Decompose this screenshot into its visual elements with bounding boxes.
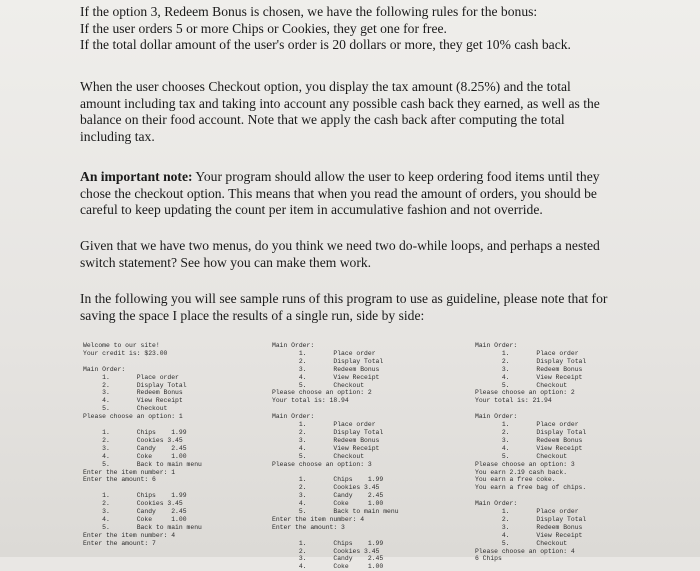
console-line: 5. Checkout (475, 539, 568, 547)
console-line: 5. Back to main menu (83, 460, 202, 468)
console-line: 4. View Receipt (475, 444, 583, 452)
console-line: 5. Checkout (475, 452, 568, 460)
loops-question-paragraph (80, 238, 660, 271)
console-line: Main Order: (272, 413, 315, 421)
console-line: Enter the amount: 3 (272, 523, 345, 531)
console-line: You earn 2.19 cash back. (475, 468, 568, 476)
sample-run-column-1 (83, 342, 202, 548)
console-line: 3. Candy 2.45 (83, 444, 187, 452)
sample-run-column-3 (475, 342, 586, 563)
console-line: Enter the amount: 6 (83, 476, 156, 484)
console-line: 4. View Receipt (475, 373, 583, 381)
console-line: Please choose an option: 2 (272, 389, 372, 397)
console-line: 3. Redeem Bonus (272, 436, 380, 444)
text-line: amount including tax and taking into account any possible cash back they earned, as well as the (80, 95, 600, 111)
text-line: If the option 3, Redeem Bonus is chosen, we have the following rules for the bonus: (80, 4, 538, 19)
console-line (83, 358, 202, 366)
console-line (272, 405, 399, 413)
text-line: When the user chooses Checkout option, you display the tax amount (8.25%) and the total (80, 79, 571, 94)
console-line: 2. Cookies 3.45 (272, 547, 380, 555)
console-line: 1. Chips 1.99 (83, 492, 187, 500)
console-line: Please choose an option: 3 (475, 460, 575, 468)
console-line: Enter the item number: 4 (83, 531, 176, 539)
console-line: Enter the amount: 7 (83, 539, 156, 547)
console-line: You earn a free bag of chips. (475, 484, 587, 492)
console-line (272, 532, 399, 540)
text-line: If the user orders 5 or more Chips or Cookies, they get one for free. (80, 20, 447, 36)
sample-run-column-2 (272, 342, 399, 571)
console-line: 2. Cookies 3.45 (83, 436, 183, 444)
console-line: 4. View Receipt (272, 373, 380, 381)
text-fragment: Your program should allow the user to keep ordering food items until they (192, 169, 600, 184)
console-line: Your credit is: $23.00 (83, 349, 168, 357)
console-line: Please choose an option: 2 (475, 389, 575, 397)
console-line (272, 469, 399, 477)
text-line: saving the space I place the results of a single run, side by side: (80, 307, 425, 323)
console-line: 3. Candy 2.45 (272, 555, 384, 563)
text-line: If the total dollar amount of the user's order is 20 dollars or more, they get 10% cash back. (80, 37, 571, 53)
console-line: 1. Chips 1.99 (272, 476, 384, 484)
console-line: 2. Display Total (272, 357, 384, 365)
console-line: 2. Display Total (475, 428, 587, 436)
console-line: 1. Place order (475, 508, 579, 516)
console-line: 1. Chips 1.99 (83, 428, 187, 436)
console-line: 5. Checkout (83, 405, 168, 413)
console-line: 3. Redeem Bonus (475, 523, 583, 531)
console-line: Please choose an option: 4 (475, 547, 575, 555)
important-note-label: An important note: (80, 169, 193, 184)
sample-runs-intro-paragraph (80, 291, 660, 324)
console-line: 5. Checkout (272, 381, 365, 389)
console-line: 4. View Receipt (475, 531, 583, 539)
console-line: 4. Coke 1.00 (272, 563, 384, 571)
checkout-paragraph (80, 79, 660, 145)
console-line: 3. Candy 2.45 (272, 492, 384, 500)
console-line (83, 421, 202, 429)
console-line: 2. Cookies 3.45 (272, 484, 380, 492)
text-line: In the following you will see sample runs of this program to use as guideline, please note that for (80, 291, 608, 306)
console-line: Your total is: 18.94 (272, 397, 349, 405)
console-line: Please choose an option: 1 (83, 413, 183, 421)
console-line: 1. Place order (475, 349, 579, 357)
console-line: You earn a free coke. (475, 476, 556, 484)
text-line: careful to keep updating the count per item in accumulative fashion and not override. (80, 202, 543, 218)
console-line: 4. View Receipt (83, 397, 183, 405)
text-line: chose the checkout option. This means that when you read the amount of orders, you should be (80, 185, 597, 201)
console-line: Welcome to our site! (83, 342, 160, 349)
console-line: 1. Chips 1.99 (272, 539, 384, 547)
console-line: Your total is: 21.94 (475, 397, 552, 405)
console-line: Main Order: (475, 342, 518, 349)
console-line: 2. Display Total (83, 381, 187, 389)
console-line: 2. Display Total (475, 357, 587, 365)
console-line: 1. Place order (272, 421, 376, 429)
console-line: 1. Place order (475, 421, 579, 429)
console-line: 4. Coke 1.00 (83, 515, 187, 523)
console-line: 3. Redeem Bonus (475, 436, 583, 444)
console-line: 3. Redeem Bonus (83, 389, 183, 397)
console-line: 6 Chips (475, 555, 502, 563)
console-line (475, 405, 586, 413)
console-line: 2. Display Total (272, 428, 384, 436)
text-line: balance on their food account. Note that we apply the cash back after computing the total (80, 112, 565, 128)
console-line: Main Order: (475, 500, 518, 508)
console-line: 2. Display Total (475, 515, 587, 523)
console-line: 5. Back to main menu (83, 523, 202, 531)
console-line: 2. Cookies 3.45 (83, 500, 183, 508)
console-line: Enter the item number: 1 (83, 468, 176, 476)
text-line: including tax. (80, 128, 155, 144)
console-line: 4. Coke 1.00 (83, 452, 187, 460)
console-line: Main Order: (83, 365, 126, 373)
text-line (80, 169, 660, 186)
console-line: Please choose an option: 3 (272, 460, 372, 468)
important-note-paragraph (80, 169, 660, 219)
console-line: 3. Redeem Bonus (272, 365, 380, 373)
console-line: 3. Redeem Bonus (475, 365, 583, 373)
console-line: Main Order: (272, 342, 315, 349)
bonus-rules-paragraph (80, 4, 660, 54)
console-line: 5. Back to main menu (272, 508, 399, 516)
text-line: Given that we have two menus, do you think we need two do-while loops, and perhaps a nested (80, 238, 600, 253)
console-line: Main Order: (475, 413, 518, 421)
text-line: switch statement? See how you can make them work. (80, 254, 372, 270)
console-line: Enter the item number: 4 (272, 515, 365, 523)
console-line (83, 484, 202, 492)
console-line: 1. Place order (272, 349, 376, 357)
console-line: 4. Coke 1.00 (272, 500, 384, 508)
console-line: 3. Candy 2.45 (83, 508, 187, 516)
console-line: 1. Place order (83, 373, 179, 381)
console-line: 5. Checkout (475, 381, 568, 389)
console-line: 5. Checkout (272, 452, 365, 460)
console-line: 4. View Receipt (272, 444, 380, 452)
console-line (475, 492, 586, 500)
